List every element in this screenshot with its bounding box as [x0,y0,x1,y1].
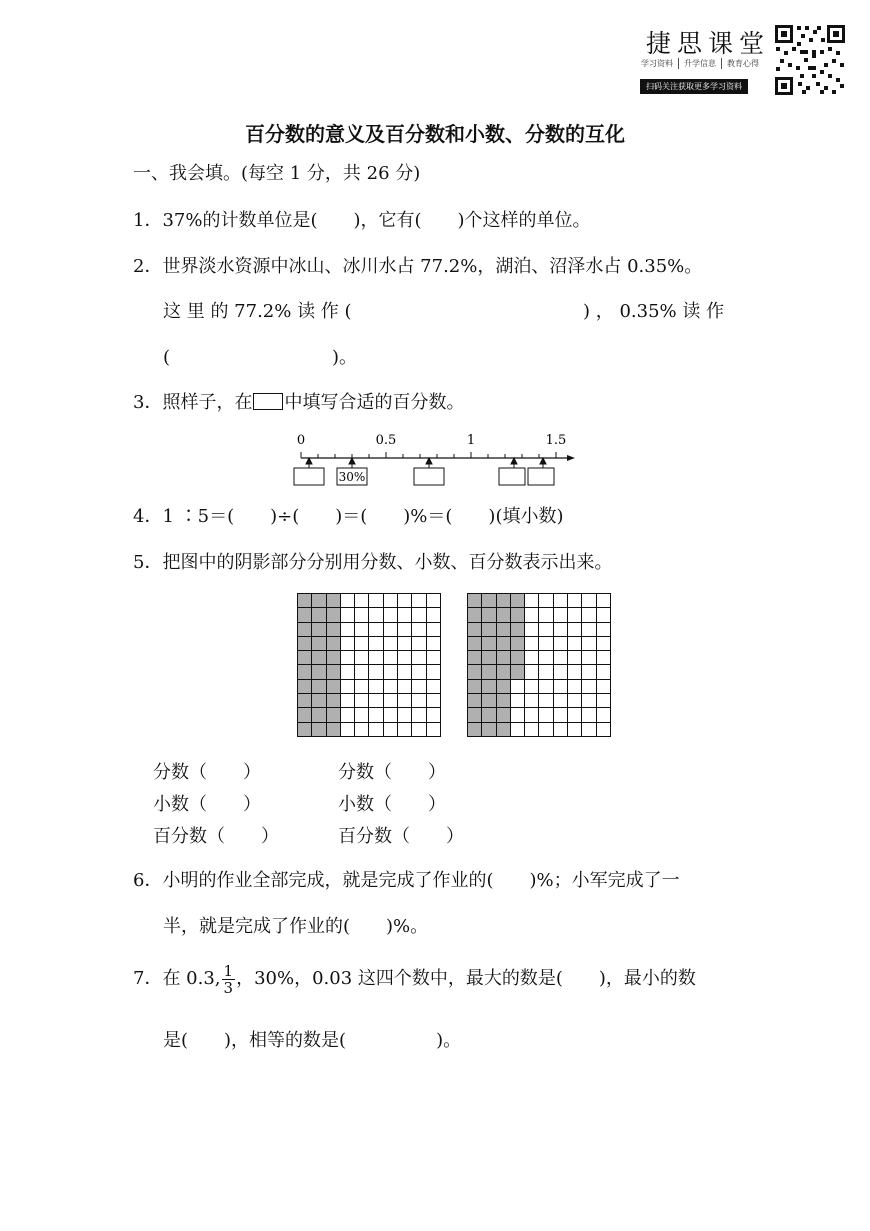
arrow-right-icon [567,455,575,461]
grid-cell [426,665,440,679]
fraction-label-1: 分数（ ） [153,762,261,783]
grid-cell [355,651,369,665]
grid-cell [383,708,397,722]
grid-cell [568,636,582,650]
grid-cell [596,636,610,650]
grid-cell [510,594,524,608]
grid-cell [468,679,482,693]
ticks [301,452,556,458]
grid-cell [426,679,440,693]
grid-cell [298,594,312,608]
grid-cell [510,608,524,622]
grid-cell [539,722,553,736]
grid-cell [510,665,524,679]
grid-cell [496,636,510,650]
grid-cell [326,594,340,608]
grid-cell [398,594,412,608]
grid-cell [369,708,383,722]
grid-cell [298,665,312,679]
brand-tags [636,58,764,69]
grid-cell [298,694,312,708]
grid-cell [412,708,426,722]
grid-cell [468,665,482,679]
grid-cell [468,594,482,608]
grid-cell [510,722,524,736]
frac-denominator: 3 [223,978,234,997]
grid-cell [496,622,510,636]
grid-cell [355,608,369,622]
grid-cell [369,636,383,650]
grid-cell [355,622,369,636]
hundred-grid-2 [467,593,611,737]
grid-cell [496,722,510,736]
grid-cell [539,679,553,693]
grid-cell [326,622,340,636]
grid-cell [525,651,539,665]
grid-cell [582,622,596,636]
grid-cell [510,708,524,722]
qr-code-icon [774,24,846,96]
grid-cell [596,665,610,679]
tick-label: 0.5 [375,433,397,448]
grid-cell [412,636,426,650]
grid-cell [525,622,539,636]
question-3-before: 3．照样子，在 [133,392,253,413]
grid-cell [326,722,340,736]
grid-cell [596,722,610,736]
grid-cell [398,608,412,622]
grid-cell [426,722,440,736]
grid-cell [568,694,582,708]
grid-cell [355,636,369,650]
grid-cell [596,651,610,665]
grid-cell [539,608,553,622]
grid-cell [596,594,610,608]
grid-cell [340,636,354,650]
grid-cell [539,694,553,708]
tag: 升学信息 [679,58,722,69]
grid-cell [539,636,553,650]
grid-cell [369,722,383,736]
hundred-grid-1 [297,593,441,737]
grid-cell [340,722,354,736]
grid-cell [340,622,354,636]
grid-cell [369,608,383,622]
grid-cell [525,722,539,736]
question-3-after: 中填写合适的百分数。 [284,392,465,413]
grid-cell [582,679,596,693]
grid-cell [369,594,383,608]
grid-cell [496,651,510,665]
grid-cell [468,708,482,722]
grid-cell [312,608,326,622]
grid-cell [539,622,553,636]
grid-cell [426,636,440,650]
grid-cell [383,636,397,650]
grid-cell [582,722,596,736]
question-2-line2a: 这 里 的 77.2% 读 作 ( [163,301,352,322]
grid-cell [496,594,510,608]
question-3 [133,392,464,414]
grid-cell [398,636,412,650]
grid-cell [539,594,553,608]
decimal-label-2: 小数（ ） [338,794,446,815]
grid-cell [340,594,354,608]
grid-cell [312,708,326,722]
grid-cell [525,679,539,693]
grid-cell [482,636,496,650]
grid-cell [298,708,312,722]
grid-cell [326,694,340,708]
grid-cell [510,651,524,665]
grid-cell [496,665,510,679]
grid-cell [482,665,496,679]
grid-cell [398,722,412,736]
fraction-label-2: 分数（ ） [338,762,446,783]
grid-cell [568,622,582,636]
grid-cell [412,608,426,622]
grid-cell [355,679,369,693]
grid-cell [553,679,567,693]
tag: 学习资料 [636,58,679,69]
sample-box-icon [253,393,283,410]
grid-cell [482,708,496,722]
grid-cell [596,608,610,622]
grid-cell [468,636,482,650]
grid-cell [496,708,510,722]
grid-cell [312,594,326,608]
grid-cell [312,694,326,708]
grid-cell [369,679,383,693]
grid-cell [482,622,496,636]
grid-cell [568,608,582,622]
grid-cell [553,622,567,636]
grid-cell [482,679,496,693]
grid-cell [369,622,383,636]
grid-cell [298,651,312,665]
grid-cell [482,694,496,708]
frac-numerator: 1 [223,961,234,980]
grid-cell [582,651,596,665]
grid-cell [326,608,340,622]
grid-cell [539,665,553,679]
grid-cell [298,679,312,693]
grid-cell [525,665,539,679]
grid-cell [568,708,582,722]
grid-cell [482,594,496,608]
grid-cell [355,708,369,722]
question-7-line2: 是( )，相等的数是( )。 [163,1030,462,1051]
number-line [285,428,585,490]
grid-cell [426,594,440,608]
grid-cell [298,636,312,650]
grid-cell [398,694,412,708]
grid-cell [568,665,582,679]
grid-cell [539,651,553,665]
grid-cell [383,651,397,665]
grid-cell [298,622,312,636]
grid-cell [383,622,397,636]
grid-cell [326,651,340,665]
percent-label-2: 百分数（ ） [338,826,464,847]
tick-label: 1.5 [545,433,567,448]
grid-cell [468,608,482,622]
grid-cell [398,679,412,693]
grid-cell [596,622,610,636]
grid-cell [298,722,312,736]
question-2-line1: 2．世界淡水资源中冰山、冰川水占 77.2%，湖泊、沼泽水占 0.35%。 [133,256,703,277]
grid-cell [312,651,326,665]
grid-cell [369,651,383,665]
grid-cell [553,636,567,650]
question-1: 1．37%的计数单位是( )，它有( )个这样的单位。 [133,210,591,231]
question-7-suffix: ，30%，0.03 这四个数中，最大的数是( )，最小的数 [236,968,696,989]
question-4: 4．1 ∶5＝( )÷( )＝( )%＝( )(填小数) [133,506,564,527]
tick-label: 1 [466,433,476,448]
question-7-line1 [133,962,696,996]
tick-label: 0 [296,433,306,448]
grid-cell [525,636,539,650]
grid-cell [568,651,582,665]
grid-cell [496,608,510,622]
answer-box [294,468,324,485]
question-5: 5．把图中的阴影部分分别用分数、小数、百分数表示出来。 [133,552,613,573]
grid-cell [582,608,596,622]
percent-label-1: 百分数（ ） [153,826,279,847]
grid-cell [340,665,354,679]
grid-cell [482,722,496,736]
grid-cell [412,694,426,708]
grid-cell [312,622,326,636]
grid-cell [355,722,369,736]
grid-cell [312,665,326,679]
grid-cell [510,636,524,650]
grid-cell [298,608,312,622]
grid-cell [525,694,539,708]
grid-cell [496,694,510,708]
grid-cell [596,679,610,693]
sample-answer: 30% [338,470,366,484]
grid-cell [326,679,340,693]
grid-cell [582,665,596,679]
grid-cell [326,636,340,650]
grid-cell [482,651,496,665]
grid-cell [355,694,369,708]
grid-cell [525,594,539,608]
page-title: 百分数的意义及百分数和小数、分数的互化 [245,122,625,146]
grid-cell [468,722,482,736]
grid-cell [482,608,496,622]
brand-banner: 扫码关注获取更多学习资料 [640,79,748,94]
grid-cell [596,694,610,708]
grid-cell [582,694,596,708]
grid-cell [369,665,383,679]
grid-cell [355,594,369,608]
grid-cell [553,651,567,665]
section-heading: 一、我会填。(每空 1 分，共 26 分) [133,163,421,184]
grid-cell [539,708,553,722]
grid-cell [553,594,567,608]
grid-cell [398,622,412,636]
grid-cell [398,651,412,665]
question-7-prefix: 7．在 0.3, [133,968,221,989]
grid-cell [510,622,524,636]
grid-cell [468,622,482,636]
grid-cell [340,608,354,622]
grid-cell [355,665,369,679]
grid-cell [412,722,426,736]
grid-cell [553,694,567,708]
answer-box [499,468,525,485]
grid-cell [340,694,354,708]
grid-cell [326,708,340,722]
grid-cell [426,608,440,622]
grid-cell [525,708,539,722]
fraction-one-third [222,963,236,996]
brand-name: 捷思课堂 [646,29,771,58]
grid-cell [568,722,582,736]
grid-cell [340,679,354,693]
grid-cell [340,651,354,665]
grid-cell [553,665,567,679]
grid-cell [582,708,596,722]
grid-cell [383,594,397,608]
grid-cell [468,651,482,665]
grid-cell [596,708,610,722]
grid-cell [568,594,582,608]
grid-cell [553,722,567,736]
question-2-line2b: ) ， 0.35% 读 作 [583,301,725,322]
grid-cell [312,636,326,650]
grid-cell [398,665,412,679]
grid-cell [398,708,412,722]
grid-cell [525,608,539,622]
grid-cell [553,608,567,622]
grid-cell [412,622,426,636]
grid-cell [412,651,426,665]
grid-cell [412,594,426,608]
grid-cell [383,694,397,708]
decimal-label-1: 小数（ ） [153,794,261,815]
grid-cell [312,679,326,693]
grid-cell [426,708,440,722]
grid-cell [496,679,510,693]
grid-cell [553,708,567,722]
grid-cell [340,708,354,722]
tag: 教育心得 [727,59,759,68]
grid-cell [383,679,397,693]
grid-cell [468,694,482,708]
grid-cell [510,694,524,708]
grid-cell [412,679,426,693]
question-2-line3: ( )。 [163,347,358,368]
grid-cell [326,665,340,679]
grid-cell [582,636,596,650]
answer-box [414,468,444,485]
grid-cell [383,608,397,622]
grid-cell [383,722,397,736]
grid-cell [369,694,383,708]
grid-cell [426,651,440,665]
answer-box [528,468,554,485]
grid-cell [426,694,440,708]
grid-cell [568,679,582,693]
grid-cell [383,665,397,679]
grid-cell [510,679,524,693]
grid-cell [426,622,440,636]
grid-cell [582,594,596,608]
grid-cell [412,665,426,679]
question-6-line2: 半，就是完成了作业的( )%。 [163,916,429,937]
grid-cell [312,722,326,736]
question-6-line1: 6．小明的作业全部完成，就是完成了作业的( )%；小军完成了一 [133,870,680,891]
